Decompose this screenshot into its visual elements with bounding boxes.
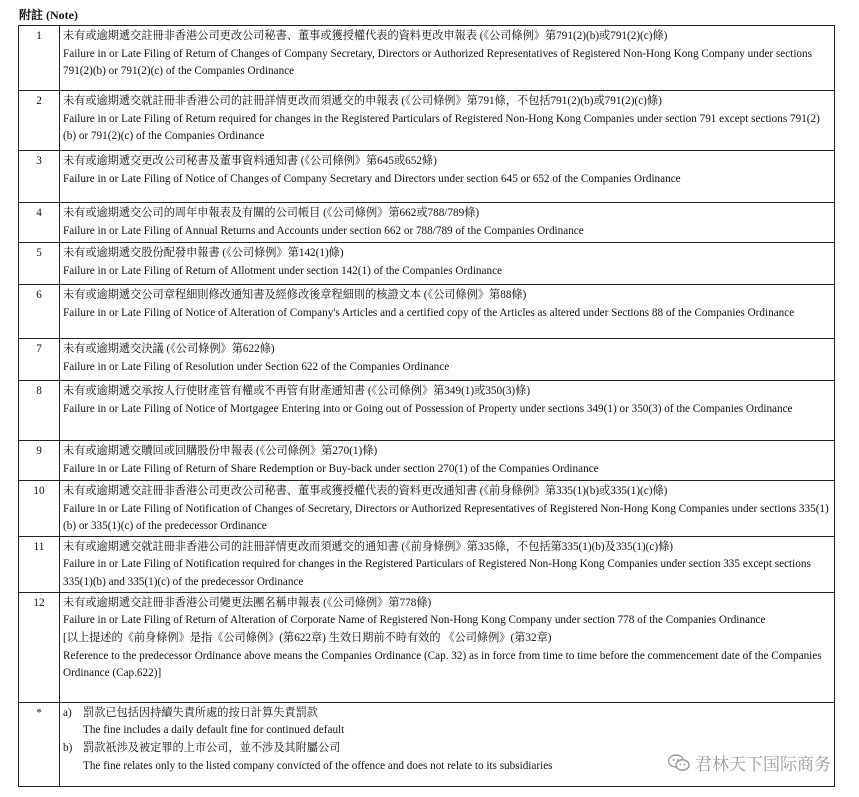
description-en: Failure in or Late Filing of Return of Allotment under section 142(1) of the Companies Ordinance: [63, 264, 503, 277]
description-zh: 未有或逾期遞交就註冊非香港公司的註冊詳情更改而須遞交的通知書 (《前身條例》第335條，不包括第335(1)(b)及335(1)(c)條): [63, 540, 673, 553]
row-number: 8: [19, 381, 60, 441]
row-description: [60, 536, 835, 592]
row-description: [60, 339, 835, 381]
row-number: 3: [19, 151, 60, 203]
watermark: [668, 750, 831, 775]
description-zh: 未有或逾期遞交註冊非香港公司更改公司秘書、董事或獲授權代表的資料更改通知書 (《前身條例》第335(1)(b)或335(1)(c)條): [63, 485, 668, 497]
row-number: 12: [19, 592, 60, 702]
footnote-text: [83, 705, 832, 740]
description-zh: 未有或逾期遞交公司章程細則修改通知書及經修改後章程細則的核證文本 (《公司條例》第88條): [63, 289, 527, 301]
description-en: Failure in or Late Filing of Return of Alteration of Corporate Name of Registered Non-Hong Kong Company under section 778 of the Companies Ordinance: [63, 614, 766, 627]
footnote-en: The fine relates only to the listed company convicted of the offence and does not relate to its subsidiaries: [83, 759, 553, 772]
description-zh: 未有或逾期遞交更改公司秘書及董事資料通知書 (《公司條例》第645或652條): [63, 155, 437, 167]
row-description: [60, 285, 835, 339]
table-row: [19, 26, 835, 91]
offence-table: [18, 25, 835, 787]
description-en: Failure in or Late Filing of Notification required for changes in the Registered Particulars of Registered Non-Hong Kong Companies under section 335 except sections 335(1)(b) and 335(1)(c) of the predecessor Ordinance: [63, 558, 811, 588]
description-zh: 未有或逾期遞交註冊非香港公司變更法團名稱申報表 (《公司條例》第778條): [63, 596, 432, 609]
description-en: Failure in or Late Filing of Notification of Changes of Secretary, Directors or Authorized Representatives of Registered Non-Hong Kong Companies under sections 335(1)(b) or 335(1)(c) of the predecessor Ordinance: [63, 502, 829, 533]
description-zh: 未有或逾期遞交股份配發申報書 (《公司條例》第142(1)條): [63, 247, 344, 259]
table-row: [19, 91, 835, 151]
footnote-item: [63, 705, 832, 740]
wechat-icon: [668, 754, 690, 772]
watermark-text: 君林天下国际商务: [695, 755, 831, 775]
description-zh: 未有或逾期遞交公司的周年申報表及有關的公司帳目 (《公司條例》第662或788/789條): [63, 207, 480, 219]
table-row: [19, 481, 835, 537]
predecessor-note-zh: [以上提述的《前身條例》是指《公司條例》(第622章) 生效日期前不時有效的 《公司條例》(第32章): [63, 631, 552, 644]
table-row: [19, 285, 835, 339]
row-description: [60, 151, 835, 203]
row-number: 9: [19, 441, 60, 481]
description-zh: 未有或逾期遞交贖回或回購股份申報表 (《公司條例》第270(1)條): [63, 445, 378, 457]
description-en: Failure in or Late Filing of Return of Changes of Company Secretary, Directors or Authorized Representatives of Registered Non-Hong Kong Company under sections 791(2)(b) or 791(2)(c) of the Companies Ordinance: [63, 47, 812, 78]
table-row: [19, 592, 835, 702]
description-en: Failure in or Late Filing of Notice of Changes of Company Secretary and Directors under section 645 or 652 of the Companies Ordinance: [63, 172, 681, 185]
footnote-en: The fine includes a daily default fine for continued default: [83, 724, 345, 737]
row-description: [60, 26, 835, 91]
table-row: [19, 243, 835, 285]
description-en: Failure in or Late Filing of Return of Share Redemption or Buy-back under section 270(1) of the Companies Ordinance: [63, 462, 599, 475]
row-number: 6: [19, 285, 60, 339]
row-description: [60, 243, 835, 285]
row-description: [60, 592, 835, 702]
description-en: Failure in or Late Filing of Return required for changes in the Registered Particulars of Registered Non-Hong Kong Companies under section 791 except sections 791(2)(b) or 791(2)(c) of the Companies Ordinance: [63, 112, 820, 143]
row-description: [60, 441, 835, 481]
row-number: 1: [19, 26, 60, 91]
row-number: 10: [19, 481, 60, 537]
row-number: 2: [19, 91, 60, 151]
table-row: [19, 381, 835, 441]
footnote-label: a): [63, 706, 72, 719]
row-description: [60, 481, 835, 537]
footnote-marker: *: [19, 702, 60, 786]
description-en: Failure in or Late Filing of Notice of Alteration of Company's Articles and a certified copy of the Articles as altered under Sections 88 of the Companies Ordinance: [63, 306, 795, 319]
predecessor-note-en: Reference to the predecessor Ordinance above means the Companies Ordinance (Cap. 32) as in force from time to time before the commencement date of the Companies Ordinance (Cap.622)]: [63, 649, 822, 680]
description-zh: 未有或逾期遞交承按人行使財產管有權或不再管有財產通知書 (《公司條例》第349(1)或350(3)條): [63, 385, 531, 397]
table-row: [19, 339, 835, 381]
description-en: Failure in or Late Filing of Annual Returns and Accounts under section 662 or 788/789 of the Companies Ordinance: [63, 224, 584, 237]
description-en: Failure in or Late Filing of Resolution under Section 622 of the Companies Ordinance: [63, 360, 450, 373]
description-zh: 未有或逾期遞交註冊非香港公司更改公司秘書、董事或獲授權代表的資料更改申報表 (《公司條例》第791(2)(b)或791(2)(c)條): [63, 30, 668, 42]
row-number: 5: [19, 243, 60, 285]
footnote-label: b): [63, 741, 73, 754]
row-description: [60, 91, 835, 151]
description-zh: 未有或逾期遞交就註冊非香港公司的註冊詳情更改而須遞交的申報表 (《公司條例》第791條，不包括791(2)(b)或791(2)(c)條): [63, 95, 662, 107]
row-number: 7: [19, 339, 60, 381]
row-number: 4: [19, 203, 60, 243]
description-zh: 未有或逾期遞交決議 (《公司條例》第622條): [63, 343, 275, 355]
table-row: [19, 536, 835, 592]
row-description: [60, 203, 835, 243]
row-number: 11: [19, 536, 60, 592]
footnote-zh: 罰款祇涉及被定罪的上市公司，並不涉及其附屬公司: [83, 741, 341, 754]
row-description: [60, 381, 835, 441]
table-row: [19, 441, 835, 481]
table-row: [19, 151, 835, 203]
footnote-zh: 罰款已包括因持續失責所處的按日計算失責罰款: [83, 706, 318, 719]
note-title: 附註 (Note): [19, 8, 78, 22]
table-row: [19, 203, 835, 243]
description-en: Failure in or Late Filing of Notice of Mortgagee Entering into or Going out of Possession of Property under sections 349(1) or 350(3) of the Companies Ordinance: [63, 402, 793, 415]
